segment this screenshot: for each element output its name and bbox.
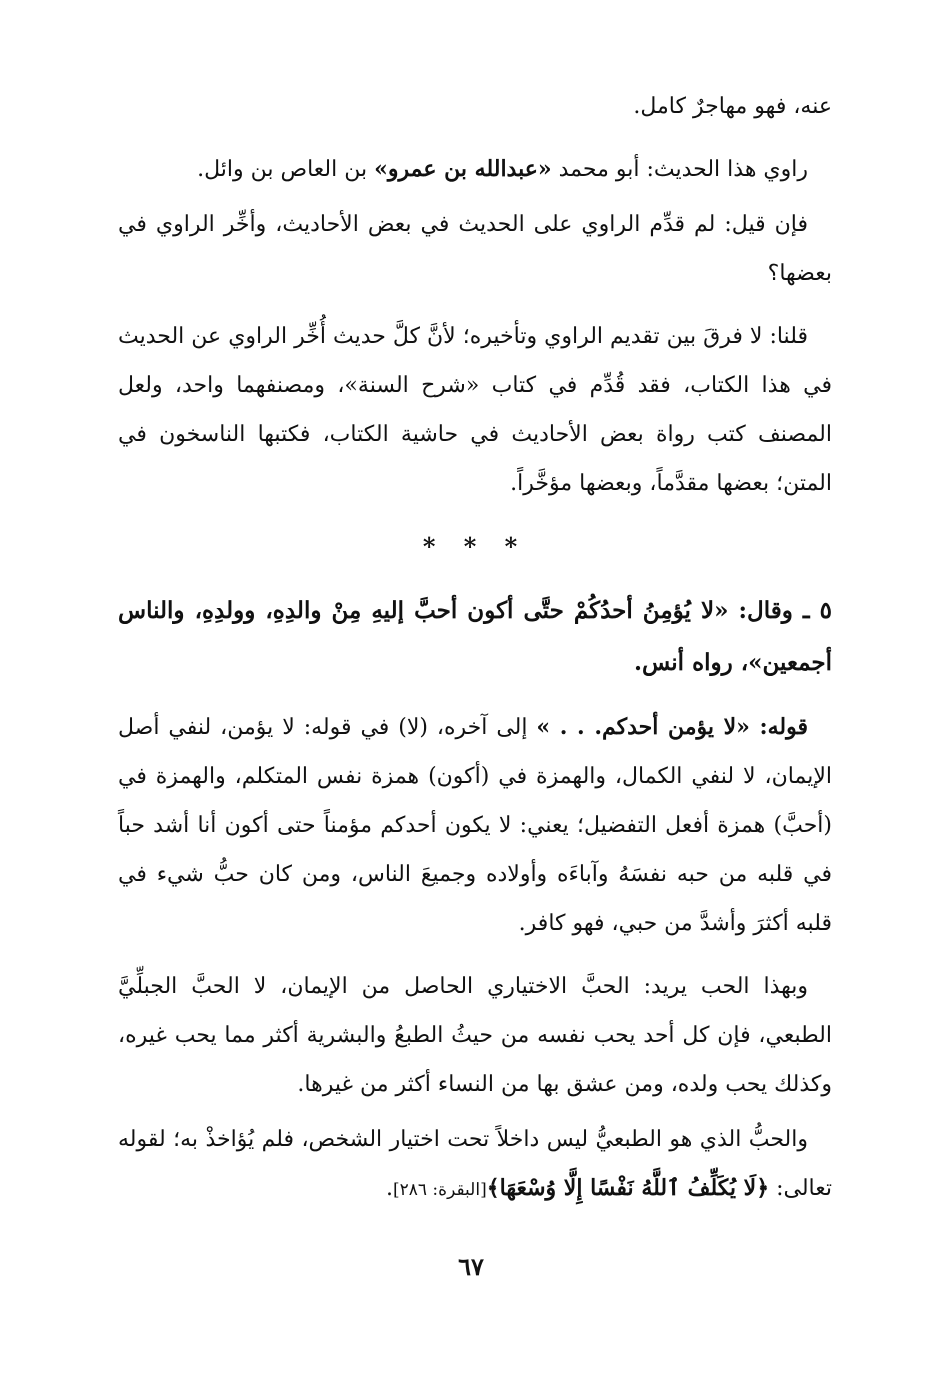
commentary-body: إلى آخره، (لا) في قوله: لا يؤمن، لنفي أصل الإيمان، لا لنفي الكمال، والهمزة في (أكون) همزة نفس المتكلم، والهمزة في (أحبَّ) همزة أفعل التفضيل؛ يعني: لا يكون أحدكم مؤمناً حتى أكون أنا أشد حباً في قلبه من حبه نفسَهُ وآباءَه وأولاده وجميعَ الناس، ومن كان حبُّ شيء في قلبه أكثرَ وأشدَّ من حبي، فهو كافر. (118, 715, 832, 936)
hadith-text: ٥ ـ وقال: «لا يُؤمِنُ أحدُكُمْ حتَّى أكون أحبَّ إليهِ مِنْ والدِهِ، وولدِهِ، والناس أجمعين»، رواه أنس. (118, 597, 832, 676)
citation-end: . (385, 1176, 393, 1201)
quran-reference: [البقرة: ٢٨٦] (392, 1180, 487, 1200)
paragraph-quran-citation (118, 1115, 832, 1215)
paragraph-answer: قلنا: لا فرقَ بين تقديم الراوي وتأخيره؛ لأنَّ كلَّ حديث أُخِّر الراوي عن الحديث في هذا الكتاب، فقد قُدِّم في كتاب «شرح السنة»، ومصنفهما واحد، ولعل المصنف كتب رواة بعض الأحاديث في حاشية الكتاب، فكتبها الناسخون في المتن؛ بعضها مقدَّماً، وبعضها مؤخَّراً. (118, 324, 832, 496)
paragraph-continuation: عنه، فهو مهاجرٌ كامل. (633, 94, 832, 119)
quran-verse: ﴿لَا يُكَلِّفُ ٱللَّهُ نَفْسًا إِلَّا وُسْعَهَا﴾ (486, 1175, 770, 1201)
page-body (118, 82, 832, 1332)
narrator-name: «عبدالله بن عمرو» (374, 156, 552, 182)
page-number: ٦٧ (458, 1252, 484, 1281)
paragraph-commentary (118, 703, 832, 948)
section-separator: * * * (422, 532, 528, 561)
paragraph-love-type: وبهذا الحب يريد: الحبَّ الاختياري الحاصل من الإيمان، لا الحبَّ الجبلِّيَّ الطبعي، فإن كل أحد يحب نفسه من حيثُ الطبعُ والبشرية أكثر مما يحب غيره، وكذلك يحب ولده، ومن عشق بها من النساء أكثر من غيرها. (118, 974, 832, 1097)
narrator-intro: راوي هذا الحديث: أبو محمد (551, 157, 808, 182)
commentary-quote: قوله: «لا يؤمن أحدكم. . . » (536, 714, 809, 740)
narrator-lineage: بن العاص بن وائل. (197, 157, 375, 182)
paragraph-narrator (118, 145, 832, 194)
citation-intro: والحبُّ الذي هو الطبعيُّ ليس داخلاً تحت اختيار الشخص، فلم يُؤاخذْ به؛ لقوله تعالى: (118, 1127, 832, 1201)
paragraph-question: فإن قيل: لم قدِّم الراوي على الحديث في بعض الأحاديث، وأخِّر الراوي في بعضها؟ (118, 212, 832, 286)
